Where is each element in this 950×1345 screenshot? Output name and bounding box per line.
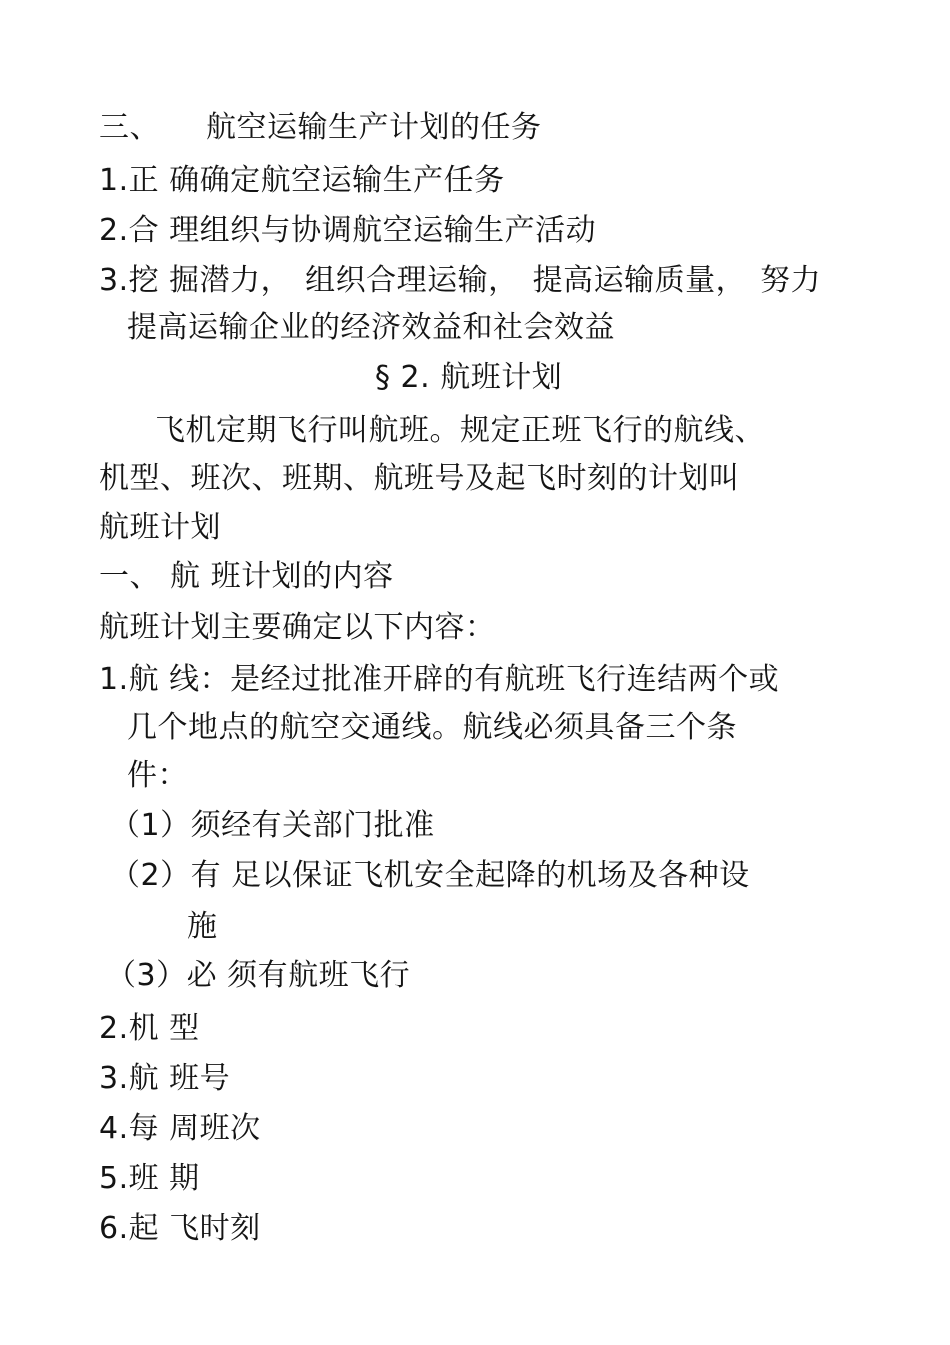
route-definition-line-3: 件： xyxy=(127,758,188,793)
route-condition-1-number: （1） xyxy=(110,808,191,843)
content-item-3: 3.航 班号 xyxy=(99,1061,231,1096)
route-condition-2-text: 有 足以保证飞机安全起降的机场及各种设 xyxy=(190,858,750,893)
route-condition-1 xyxy=(110,808,435,844)
route-condition-2 xyxy=(110,858,750,894)
task-item-3 xyxy=(99,263,821,299)
intro-paragraph-line-1: 飞机定期飞行叫航班。规定正班飞行的航线、 xyxy=(155,413,765,448)
route-condition-3 xyxy=(106,958,410,994)
section-three-heading xyxy=(99,110,542,146)
content-lead: 航班计划主要确定以下内容： xyxy=(99,610,496,645)
task-item-3-part-3: 提高运输质量， xyxy=(532,263,747,298)
content-item-5: 5.班 期 xyxy=(99,1161,200,1196)
intro-paragraph-line-2: 机型、班次、班期、航班号及起飞时刻的计划叫 xyxy=(99,461,740,496)
route-condition-3-number: （3） xyxy=(106,958,187,993)
intro-paragraph-line-3: 航班计划 xyxy=(99,510,221,545)
route-condition-2-number: （2） xyxy=(110,858,191,893)
section-three-number: 三、 xyxy=(99,110,160,145)
content-item-4: 4.每 周班次 xyxy=(99,1111,261,1146)
task-item-3-part-2: 组织合理运输， xyxy=(305,263,519,298)
route-condition-2-continuation: 施 xyxy=(187,909,218,944)
content-item-6: 6.起 飞时刻 xyxy=(99,1211,261,1246)
chapter-title: § 2. 航班计划 xyxy=(375,360,563,395)
task-item-3-continuation: 提高运输企业的经济效益和社会效益 xyxy=(127,310,615,345)
section-three-title: 航空运输生产计划的任务 xyxy=(206,110,542,145)
task-item-3-part-1: 3.挖 掘潜力， xyxy=(99,263,292,298)
section-one-heading: 一、 航 班计划的内容 xyxy=(99,559,394,594)
task-item-3-part-4: 努力 xyxy=(760,263,822,298)
route-definition-line-2: 几个地点的航空交通线。航线必须具备三个条 xyxy=(127,710,737,745)
route-condition-3-text: 必 须有航班飞行 xyxy=(186,958,411,993)
task-item-2: 2.合 理组织与协调航空运输生产活动 xyxy=(99,213,597,248)
task-item-1: 1.正 确确定航空运输生产任务 xyxy=(99,163,505,198)
route-definition-line-1: 1.航 线：是经过批准开辟的有航班飞行连结两个或 xyxy=(99,662,780,697)
content-item-2: 2.机 型 xyxy=(99,1011,200,1046)
route-condition-1-text: 须经有关部门批准 xyxy=(190,808,435,843)
